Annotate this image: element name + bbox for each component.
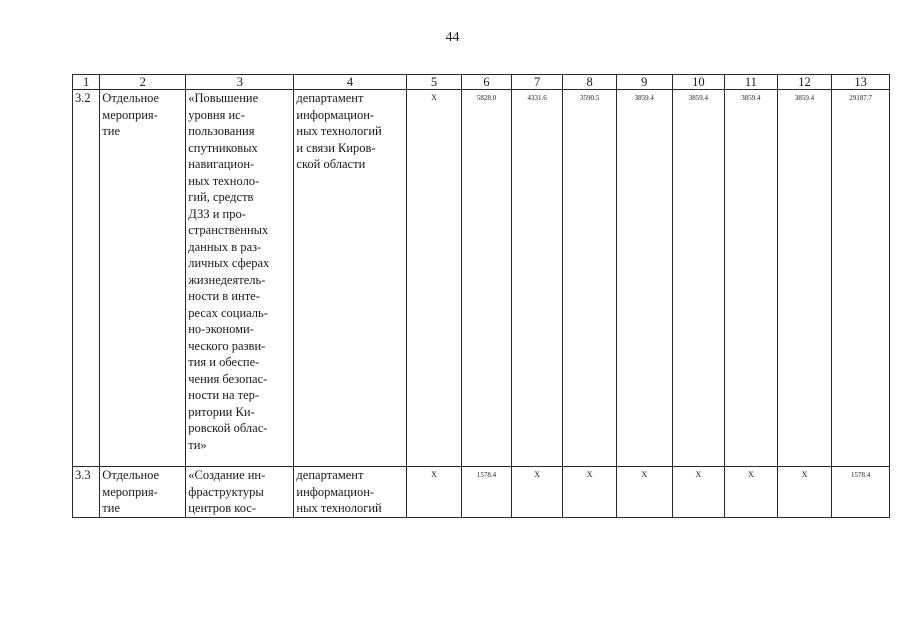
page-number: 44 (445, 30, 460, 45)
value-cell: X (406, 90, 462, 467)
value-cell: 5828.0 (462, 90, 512, 467)
value-cell: X (725, 467, 778, 518)
value-cell: 1578.4 (462, 467, 512, 518)
value-cell: X (406, 467, 462, 518)
measure-type: Отдельное мероприя- тие (100, 90, 186, 467)
program-measures-table (72, 74, 890, 518)
measure-number: 3.2 (73, 90, 100, 467)
value-cell: X (563, 467, 617, 518)
value-cell: X (511, 467, 563, 518)
measure-executor: департамент информацион- ных технологий и связи Киров- ской области (294, 90, 406, 467)
value-cell: 3859.4 (777, 90, 832, 467)
column-header: 12 (777, 75, 832, 90)
column-header: 8 (563, 75, 617, 90)
column-header: 6 (462, 75, 512, 90)
column-header: 5 (406, 75, 462, 90)
column-header: 9 (616, 75, 672, 90)
value-cell: 3859.4 (616, 90, 672, 467)
column-header: 3 (186, 75, 294, 90)
column-header: 10 (672, 75, 725, 90)
column-header: 4 (294, 75, 406, 90)
value-cell: 1578.4 (832, 467, 890, 518)
value-cell: 3859.4 (725, 90, 778, 467)
value-cell: X (777, 467, 832, 518)
measure-number: 3.3 (73, 467, 100, 518)
column-header: 13 (832, 75, 890, 90)
measure-type: Отдельное мероприя- тие (100, 467, 186, 518)
table-row (73, 90, 890, 467)
value-cell: X (616, 467, 672, 518)
column-header: 11 (725, 75, 778, 90)
column-header: 1 (73, 75, 100, 90)
measure-executor: департамент информацион- ных технологий (294, 467, 406, 518)
table-row (73, 467, 890, 518)
value-cell: 4331.6 (511, 90, 563, 467)
column-header-row (73, 75, 890, 90)
value-cell: 3590.5 (563, 90, 617, 467)
measure-name: «Повышение уровня ис- пользования спутниковых навигацион- ных техноло- гий, средств ДЗЗ и про- странственных данных в раз- личных сферах жизнедеятель- ности в инте- ресах социаль- но-экономи- ческого разви- тия и обеспе- чения безопас- ности на тер- ритории Ки- ровской облас- ти» (186, 90, 294, 467)
measure-name: «Создание ин- фраструктуры центров кос- (186, 467, 294, 518)
value-cell: 3859.4 (672, 90, 725, 467)
value-cell: X (672, 467, 725, 518)
column-header: 2 (100, 75, 186, 90)
column-header: 7 (511, 75, 563, 90)
value-cell: 29187.7 (832, 90, 890, 467)
